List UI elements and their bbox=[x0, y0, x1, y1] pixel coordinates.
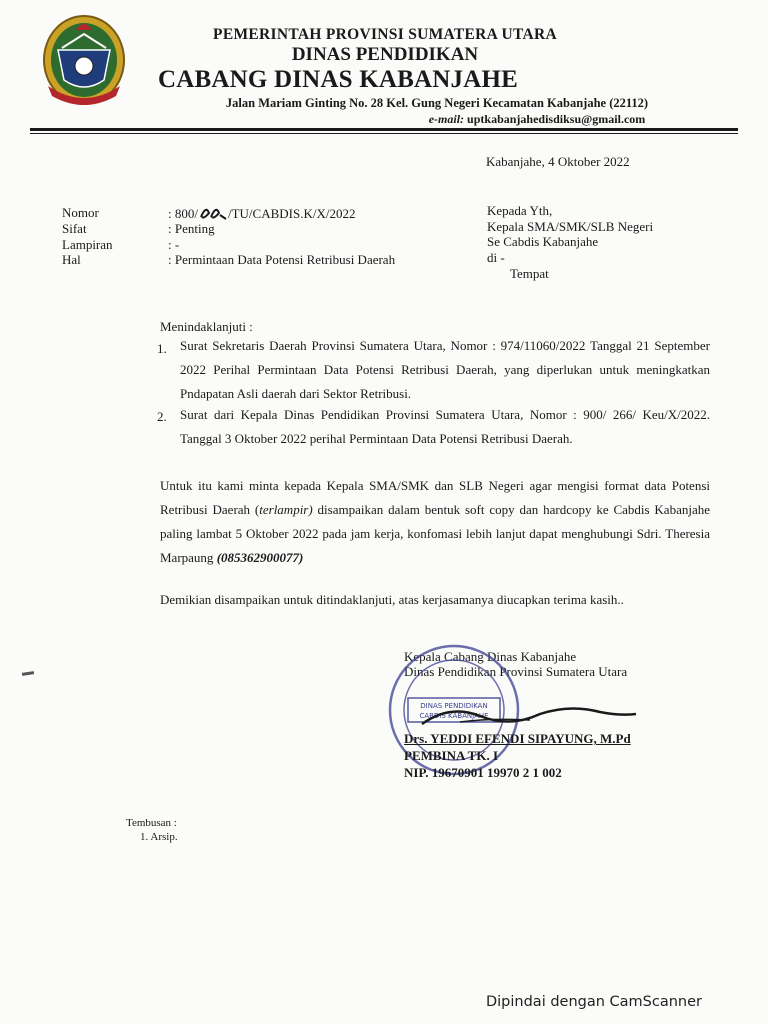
letterhead-department: DINAS PENDIDIKAN bbox=[291, 44, 479, 65]
handwritten-number bbox=[198, 205, 228, 221]
contact-phone: (085362900077) bbox=[216, 550, 304, 565]
signatory-name: Drs. YEDDI EFENDI SIPAYUNG, M.Pd bbox=[404, 731, 631, 746]
nomor-label: Nomor bbox=[62, 205, 99, 220]
camscanner-watermark: Dipindai dengan CamScanner bbox=[485, 994, 702, 1010]
request-text-a: Untuk itu kami minta kepada Kepala SMA/SMK dan SLB Negeri agar mengisi format data Potensi Retribusi Daerah ( bbox=[160, 478, 710, 517]
signatory-title-2: Dinas Pendidikan Provinsi Sumatera Utara bbox=[404, 664, 628, 679]
letterhead-email bbox=[292, 112, 768, 127]
letterhead-branch: CABANG DINAS KABANJAHE bbox=[158, 66, 518, 93]
recipient-position: Kepala SMA/SMK/SLB Negeri bbox=[487, 219, 654, 234]
closing-sentence: Demikian disampaikan untuk ditindaklanjuti, atas kerjasamanya diucapkan terima kasih.. bbox=[160, 592, 624, 607]
lampiran-label: Lampiran bbox=[62, 237, 113, 252]
margin-mark bbox=[22, 671, 34, 676]
letterhead-government: PEMERINTAH PROVINSI SUMATERA UTARA bbox=[213, 26, 557, 43]
hal-label: Hal bbox=[62, 252, 81, 267]
lampiran-value: : - bbox=[168, 237, 180, 252]
item2-number: 2. bbox=[157, 409, 167, 424]
tembusan-item: 1. Arsip. bbox=[140, 831, 178, 843]
item2-text: Surat dari Kepala Dinas Pendidikan Provinsi Sumatera Utara, Nomor : 900/ 266/ Keu/X/2022. Tanggal 3 Oktober 2022 perihal Permintaan Data Potensi Retribusi Daerah. bbox=[180, 407, 710, 446]
letterhead-rule-thin bbox=[30, 133, 738, 134]
stamp-text-2: CABDIS KABANJAHE bbox=[419, 712, 489, 720]
email-label: e-mail: bbox=[428, 112, 465, 126]
signatory-title-1: Kepala Cabang Dinas Kabanjahe bbox=[404, 649, 577, 664]
provincial-emblem-logo bbox=[38, 10, 130, 110]
letterhead-rule-thick bbox=[30, 128, 738, 131]
signatory-nip: NIP. 19670901 19970 2 1 002 bbox=[404, 765, 562, 780]
email-value: uptkabanjahedisdiksu@gmail.com bbox=[467, 112, 646, 126]
request-text-italic: terlampir) bbox=[259, 502, 313, 517]
letterhead-address: Jalan Mariam Ginting No. 28 Kel. Gung Negeri Kecamatan Kabanjahe (22112) bbox=[225, 96, 649, 110]
recipient-area: Se Cabdis Kabanjahe bbox=[487, 234, 599, 249]
body-paragraph-request bbox=[160, 474, 710, 570]
tembusan-label: Tembusan : bbox=[126, 817, 177, 829]
item1-number: 1. bbox=[157, 341, 167, 356]
nomor-value bbox=[168, 205, 355, 222]
request-text-b: disampaikan dalam bentuk soft copy dan hardcopy ke Cabdis Kabanjahe paling lambat 5 Oktober 2022 pada jam kerja, konfomasi lebih lanjut dapat menghubungi Sdri. Theresia Marpaung bbox=[160, 502, 710, 565]
letter-date: Kabanjahe, 4 Oktober 2022 bbox=[486, 154, 630, 169]
nomor-suffix: /TU/CABDIS.K/X/2022 bbox=[227, 206, 356, 221]
item1-text: Surat Sekretaris Daerah Provinsi Sumatera Utara, Nomor : 974/11060/2022 Tanggal 21 September 2022 Perihal Permintaan Data Potensi Retribusi Daerah, yang diperlukan untuk meningkatkan Pndapatan Asli daerah dari Sektor Retribusi. bbox=[180, 338, 710, 401]
sifat-value: : Penting bbox=[168, 221, 215, 236]
sifat-label: Sifat bbox=[62, 221, 87, 236]
nomor-prefix: : 800/ bbox=[168, 206, 198, 221]
body-intro: Menindaklanjuti : bbox=[160, 319, 253, 334]
signatory-rank: PEMBINA TK. I bbox=[404, 748, 499, 763]
stamp-text-1: DINAS PENDIDIKAN bbox=[420, 702, 488, 710]
recipient-di: di - bbox=[487, 250, 505, 265]
hal-value: : Permintaan Data Potensi Retribusi Daerah bbox=[168, 252, 396, 267]
recipient-place: Tempat bbox=[510, 266, 549, 281]
recipient-greeting: Kepada Yth, bbox=[487, 203, 553, 218]
